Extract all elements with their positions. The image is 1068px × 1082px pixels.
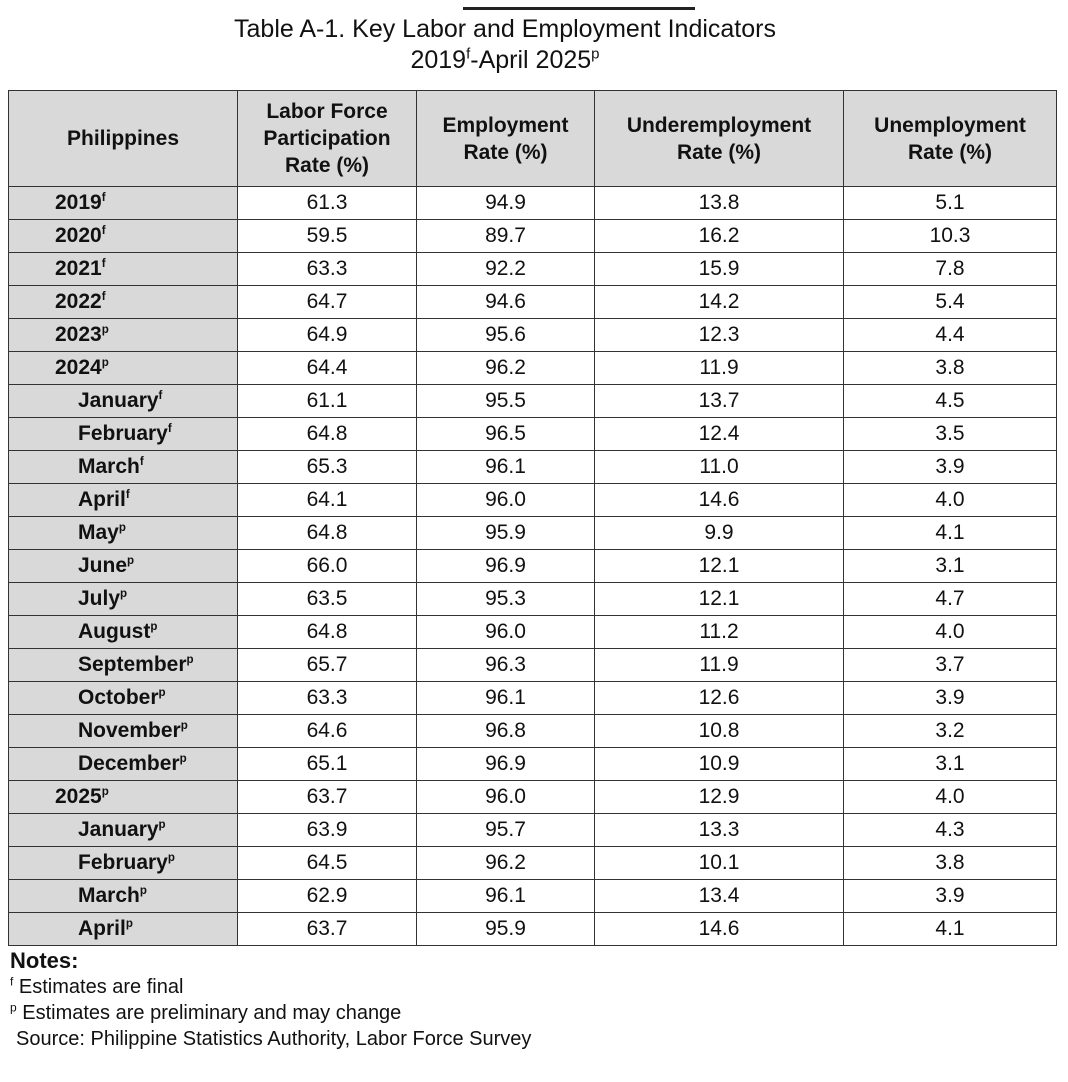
note-final-sup: f [10,974,14,989]
row-label [9,385,238,418]
table-cell: 3.1 [844,748,1057,781]
table-cell: 62.9 [238,880,417,913]
table-cell: 96.1 [417,880,595,913]
title-line-2 [0,45,1010,76]
row-label [9,748,238,781]
row-label-sup: f [101,291,106,303]
row-label-text: April [78,917,126,940]
table-row [9,253,1057,286]
row-label-text: 2019 [55,191,102,214]
table-cell: 95.6 [417,319,595,352]
table-row [9,682,1057,715]
row-label-sup: f [167,423,172,435]
row-label [9,880,238,913]
header-employment [417,91,595,187]
table-cell: 96.8 [417,715,595,748]
row-label [9,187,238,220]
table-cell: 4.3 [844,814,1057,847]
table-cell: 64.8 [238,616,417,649]
table-row [9,220,1057,253]
row-label-text: January [78,818,159,841]
notes [10,948,531,1052]
row-label-text: March [78,455,140,478]
row-label-text: 2024 [55,356,102,379]
table-cell: 11.9 [595,352,844,385]
row-label-text: November [78,719,181,742]
table-row [9,715,1057,748]
header-employment-text: Employment Rate (%) [442,113,569,164]
table-cell: 12.4 [595,418,844,451]
row-label [9,220,238,253]
row-label [9,253,238,286]
row-label-sup: f [101,225,106,237]
title-year-end: -April 2025 [470,46,592,74]
table-row [9,550,1057,583]
table-cell: 10.3 [844,220,1057,253]
table-cell: 13.4 [595,880,844,913]
table-row [9,352,1057,385]
row-label [9,418,238,451]
table-body [9,187,1057,946]
table-cell: 13.7 [595,385,844,418]
row-label [9,583,238,616]
row-label-text: August [78,620,151,643]
table-cell: 12.1 [595,550,844,583]
row-label-text: October [78,686,159,709]
row-label-text: December [78,752,180,775]
row-label-sup: p [167,852,175,864]
table-cell: 12.3 [595,319,844,352]
table-row [9,814,1057,847]
table-row [9,187,1057,220]
header-lfpr [238,91,417,187]
table-cell: 95.7 [417,814,595,847]
table-row [9,484,1057,517]
table-cell: 95.9 [417,913,595,946]
note-preliminary [10,1000,531,1026]
table-cell: 3.9 [844,880,1057,913]
table-cell: 3.1 [844,550,1057,583]
table-row [9,451,1057,484]
table-cell: 64.8 [238,517,417,550]
row-label [9,913,238,946]
note-final [10,974,531,1000]
table-cell: 12.9 [595,781,844,814]
row-label [9,352,238,385]
table-cell: 96.5 [417,418,595,451]
table-cell: 96.0 [417,781,595,814]
row-label-text: April [78,488,126,511]
row-label-sup: p [158,819,166,831]
header-philippines: Philippines [9,91,238,187]
table-cell: 63.7 [238,913,417,946]
table-cell: 61.1 [238,385,417,418]
row-label-text: February [78,422,168,445]
table-cell: 14.2 [595,286,844,319]
header-lfpr-text: Labor Force Participation Rate (%) [263,100,391,177]
table-cell: 96.0 [417,616,595,649]
table-cell: 96.1 [417,451,595,484]
table-cell: 64.9 [238,319,417,352]
table-cell: 3.9 [844,682,1057,715]
row-label-text: July [78,587,121,610]
row-label-sup: f [101,258,106,270]
row-label [9,484,238,517]
row-label-text: 2022 [55,290,102,313]
table-cell: 11.9 [595,649,844,682]
row-label [9,814,238,847]
row-label [9,649,238,682]
row-label-sup: p [186,654,194,666]
table-cell: 63.3 [238,253,417,286]
row-label-sup: p [158,687,166,699]
table-cell: 4.7 [844,583,1057,616]
table-cell: 10.1 [595,847,844,880]
table-cell: 64.8 [238,418,417,451]
table-cell: 94.9 [417,187,595,220]
row-label [9,550,238,583]
table-cell: 96.0 [417,484,595,517]
table-cell: 10.8 [595,715,844,748]
table-cell: 5.4 [844,286,1057,319]
table-cell: 15.9 [595,253,844,286]
row-label [9,319,238,352]
row-label-sup: f [101,192,106,204]
table-cell: 63.5 [238,583,417,616]
table-cell: 11.0 [595,451,844,484]
row-label-sup: p [179,753,187,765]
table-row [9,517,1057,550]
row-label-text: June [78,554,128,577]
table-cell: 16.2 [595,220,844,253]
header-underemployment [595,91,844,187]
table-row [9,319,1057,352]
table-cell: 95.3 [417,583,595,616]
row-label-sup: f [139,456,144,468]
note-final-text: Estimates are final [13,976,184,998]
table-cell: 13.3 [595,814,844,847]
title-year-start: 2019 [410,46,467,74]
table-cell: 63.9 [238,814,417,847]
table-row [9,385,1057,418]
header-row [9,91,1057,187]
table-cell: 64.6 [238,715,417,748]
table-row [9,880,1057,913]
table-cell: 12.6 [595,682,844,715]
row-label-text: 2025 [55,785,102,808]
table-cell: 3.7 [844,649,1057,682]
table-cell: 59.5 [238,220,417,253]
table-cell: 95.9 [417,517,595,550]
table-cell: 64.7 [238,286,417,319]
table-cell: 3.8 [844,352,1057,385]
row-label-sup: p [101,786,109,798]
table-cell: 64.1 [238,484,417,517]
table-cell: 4.5 [844,385,1057,418]
table-cell: 63.3 [238,682,417,715]
table-row [9,286,1057,319]
table-row [9,913,1057,946]
table-cell: 11.2 [595,616,844,649]
table-row [9,616,1057,649]
row-label [9,781,238,814]
table-cell: 63.7 [238,781,417,814]
row-label [9,286,238,319]
table-row [9,583,1057,616]
header-underemployment-text: Underemployment Rate (%) [626,113,812,164]
row-label-sup: p [180,720,188,732]
table-cell: 95.5 [417,385,595,418]
table-cell: 3.2 [844,715,1057,748]
note-preliminary-text: Estimates are preliminary and may change [16,1002,402,1024]
row-label [9,517,238,550]
header-unemployment-text: Unemployment Rate (%) [874,113,1026,164]
table-row [9,748,1057,781]
row-label [9,847,238,880]
table-title [0,14,1010,76]
table-cell: 4.1 [844,517,1057,550]
table-row [9,418,1057,451]
row-label-sup: p [101,357,109,369]
table-cell: 96.3 [417,649,595,682]
row-label-sup: p [150,621,158,633]
notes-title: Notes: [10,948,79,973]
table-cell: 96.1 [417,682,595,715]
table-cell: 4.0 [844,781,1057,814]
table-cell: 3.8 [844,847,1057,880]
row-label-sup: f [125,489,130,501]
row-label-sup: p [101,324,109,336]
row-label-sup: f [158,390,163,402]
row-label-sup: p [125,918,133,930]
table-cell: 5.1 [844,187,1057,220]
row-label-text: 2020 [55,224,102,247]
table-cell: 64.4 [238,352,417,385]
row-label [9,715,238,748]
row-label-text: 2023 [55,323,102,346]
table-row [9,847,1057,880]
row-label-text: February [78,851,168,874]
table-cell: 66.0 [238,550,417,583]
table-cell: 4.1 [844,913,1057,946]
table-cell: 3.5 [844,418,1057,451]
row-label-text: March [78,884,140,907]
table-cell: 14.6 [595,484,844,517]
row-label [9,682,238,715]
table-cell: 96.2 [417,847,595,880]
row-label [9,451,238,484]
table-cell: 14.6 [595,913,844,946]
table-cell: 89.7 [417,220,595,253]
table-cell: 12.1 [595,583,844,616]
table-cell: 9.9 [595,517,844,550]
row-label [9,616,238,649]
row-label-sup: p [120,588,128,600]
note-preliminary-sup: p [10,1000,17,1015]
table-cell: 65.7 [238,649,417,682]
title-sup-preliminary: p [591,45,600,63]
table-row [9,649,1057,682]
indicators-table [8,90,1057,946]
table-cell: 96.9 [417,550,595,583]
row-label-text: January [78,389,159,412]
header-unemployment [844,91,1057,187]
table-cell: 3.9 [844,451,1057,484]
title-sup-final: f [466,45,471,63]
table-cell: 13.8 [595,187,844,220]
table-cell: 94.6 [417,286,595,319]
table-cell: 92.2 [417,253,595,286]
title-line-1: Table A-1. Key Labor and Employment Indicators [234,15,776,43]
table-row [9,781,1057,814]
source-note: Source: Philippine Statistics Authority, Labor Force Survey [16,1028,532,1050]
row-label-text: 2021 [55,257,102,280]
table-cell: 64.5 [238,847,417,880]
row-label-text: September [78,653,187,676]
row-label-sup: p [139,885,147,897]
table-cell: 10.9 [595,748,844,781]
row-label-text: May [78,521,119,544]
top-rule [463,7,695,10]
table-cell: 7.8 [844,253,1057,286]
table-cell: 65.1 [238,748,417,781]
table-cell: 4.4 [844,319,1057,352]
table-cell: 65.3 [238,451,417,484]
table-cell: 4.0 [844,616,1057,649]
table-cell: 96.2 [417,352,595,385]
table-cell: 4.0 [844,484,1057,517]
table-cell: 61.3 [238,187,417,220]
row-label-sup: p [118,522,126,534]
row-label-sup: p [127,555,135,567]
table-cell: 96.9 [417,748,595,781]
